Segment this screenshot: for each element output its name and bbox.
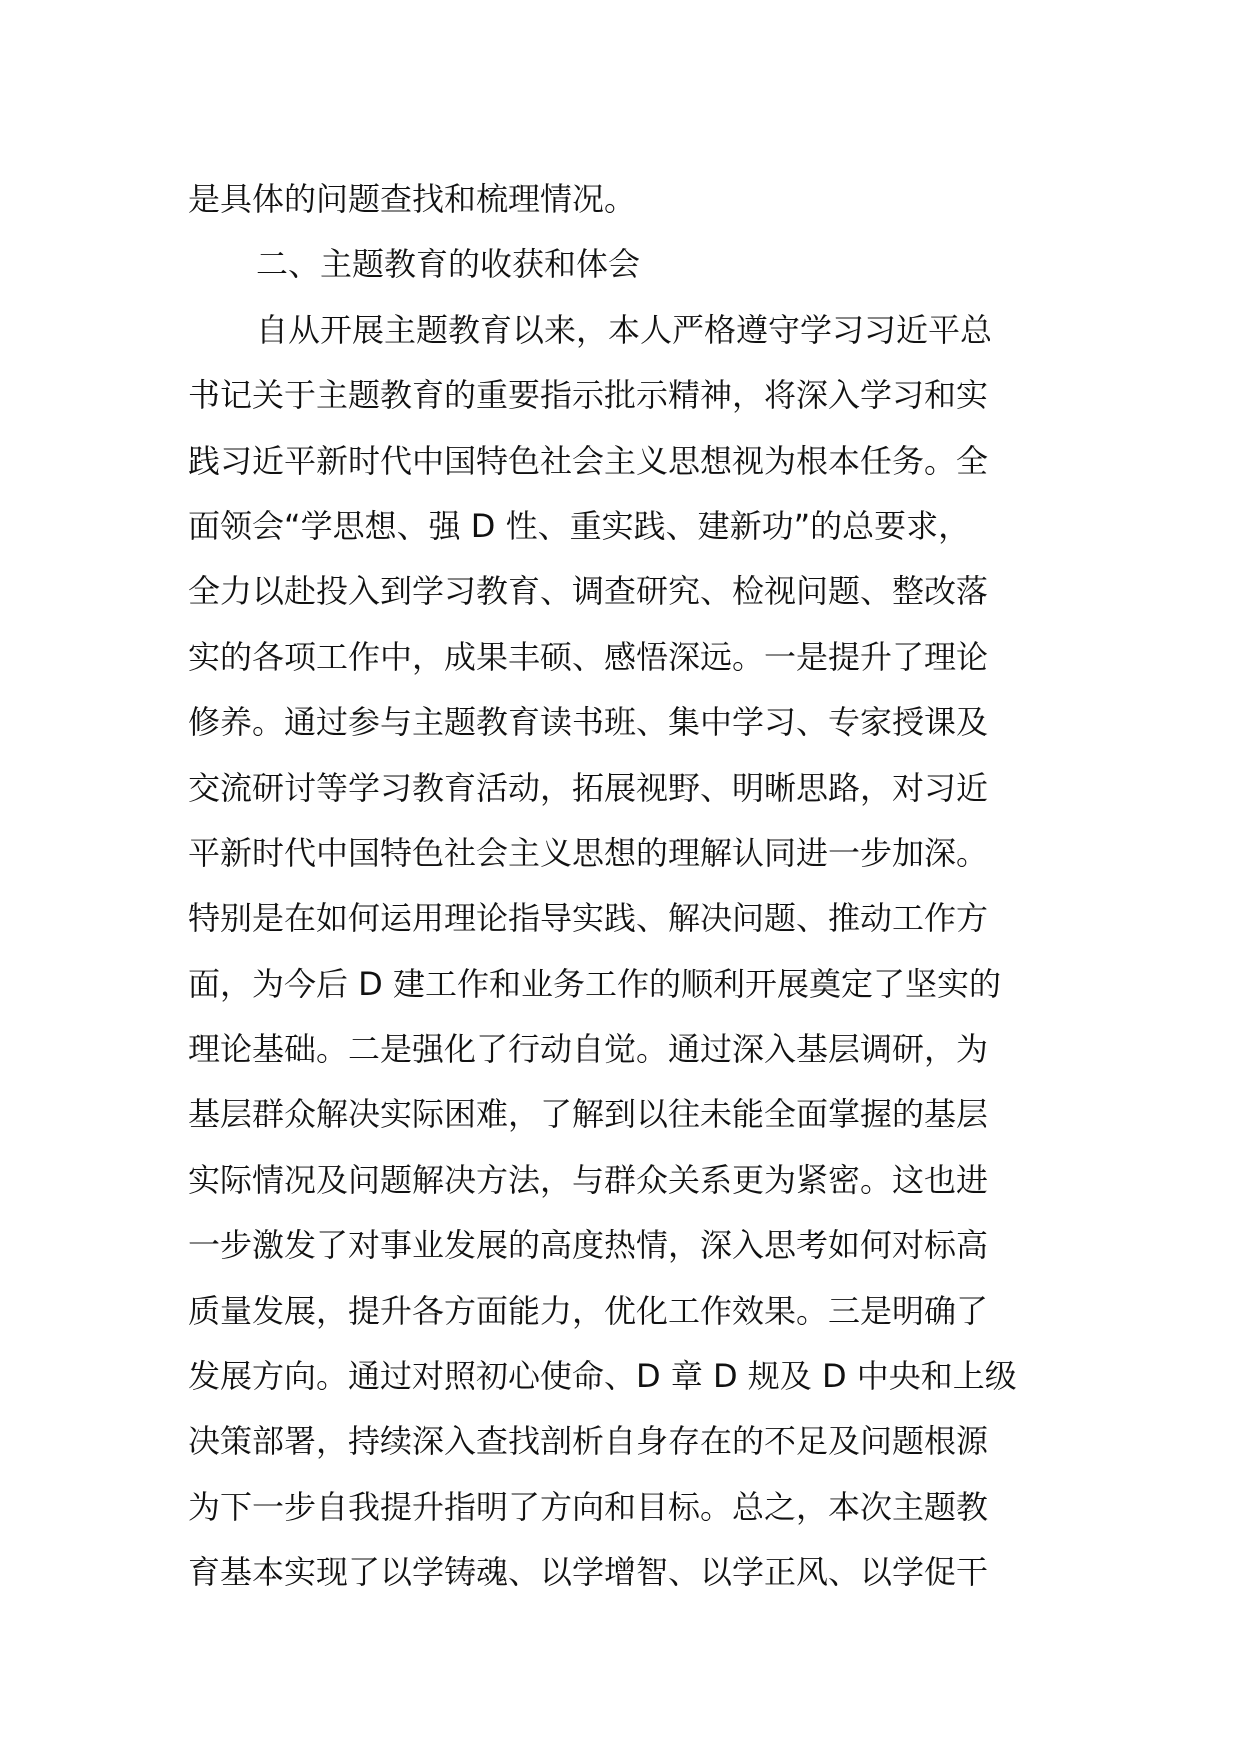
text-line: 一步激发了对事业发展的高度热情，深入思考如何对标高 (188, 1226, 989, 1265)
text-line: 发展方向。通过对照初心使命、D 章 D 规及 D 中央和上级 (188, 1357, 1017, 1396)
text-line: 面，为今后 D 建工作和业务工作的顺利开展奠定了坚实的 (188, 964, 1001, 1003)
text-line: 育基本实现了以学铸魂、以学增智、以学正风、以学促干 (188, 1553, 989, 1592)
text-line: 平新时代中国特色社会主义思想的理解认同进一步加深。 (188, 833, 989, 872)
text-line: 实的各项工作中，成果丰硕、感悟深远。一是提升了理论 (188, 637, 989, 676)
text-line: 理论基础。二是强化了行动自觉。通过深入基层调研，为 (188, 1030, 989, 1069)
text-line: 全力以赴投入到学习教育、调查研究、检视问题、整改落 (188, 572, 989, 611)
text-line: 特别是在如何运用理论指导实践、解决问题、推动工作方 (188, 899, 989, 938)
section-heading: 二、主题教育的收获和体会 (256, 245, 641, 284)
text-line: 修养。通过参与主题教育读书班、集中学习、专家授课及 (188, 703, 989, 742)
text-line: 践习近平新时代中国特色社会主义思想视为根本任务。全 (188, 441, 989, 480)
text-line: 决策部署，持续深入查找剖析自身存在的不足及问题根源 (188, 1422, 989, 1461)
text-line: 实际情况及问题解决方法，与群众关系更为紧密。这也进 (188, 1160, 989, 1199)
text-line: 面领会“学思想、强 D 性、重实践、建新功”的总要求， (188, 506, 971, 545)
text-line: 自从开展主题教育以来，本人严格遵守学习习近平总 (256, 310, 993, 349)
text-line: 交流研讨等学习教育活动，拓展视野、明晰思路，对习近 (188, 768, 989, 807)
text-line: 是具体的问题查找和梳理情况。 (188, 180, 637, 218)
body-text (188, 167, 1068, 1606)
text-line: 质量发展，提升各方面能力，优化工作效果。三是明确了 (188, 1291, 989, 1330)
text-line: 基层群众解决实际困难，了解到以往未能全面掌握的基层 (188, 1095, 989, 1134)
text-line: 书记关于主题教育的重要指示批示精神，将深入学习和实 (188, 376, 989, 415)
text-line: 为下一步自我提升指明了方向和目标。总之，本次主题教 (188, 1487, 989, 1526)
